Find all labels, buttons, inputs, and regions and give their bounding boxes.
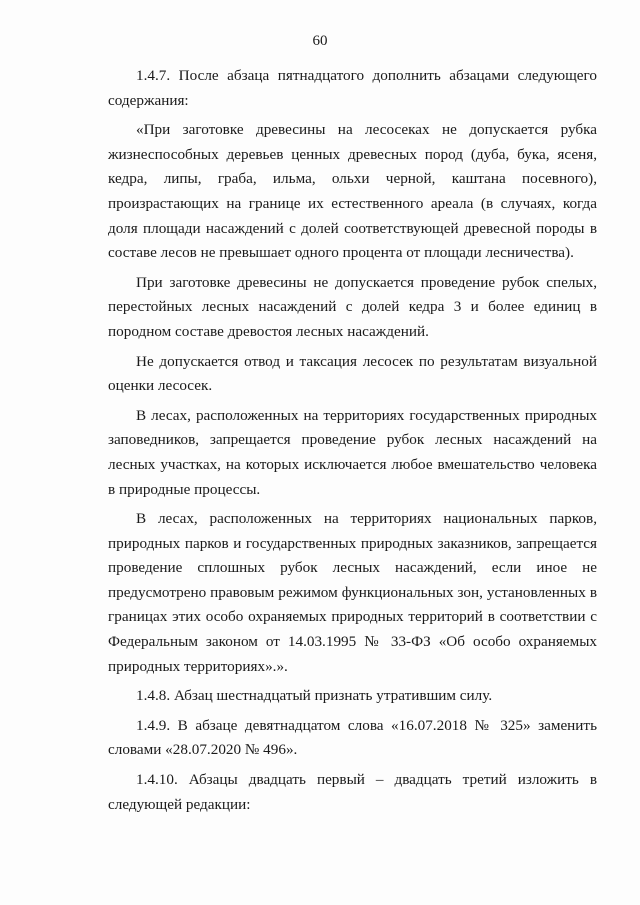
paragraph-cedar-felling: При заготовке древесины не допускается проведение рубок спелых, перестойных лесных насаждений с долей кедра 3 и более единиц в породном составе древостоя лесных насаждений. [108,273,597,340]
paragraph-reserves: В лесах, расположенных на территориях государственных природных заповедников, запрещается проведение рубок лесных насаждений на лесных участках, на которых исключается любое вмешательство человека в природные процессы. [108,406,597,498]
paragraph-national-parks: В лесах, расположенных на территориях национальных парков, природных парков и государственных природных заказников, запрещается проведение сплошных рубок лесных насаждений, если иное не предусмотрено правовым режимом функциональных зон, установленных в границах этих особо охраняемых природных территорий в соответствии с Федеральным законом от 14.03.1995 № 33-ФЗ «Об особо охраняемых природных территориях».». [108,510,597,675]
paragraph-1-4-10: 1.4.10. Абзацы двадцать первый – двадцать третий изложить в следующей редакции: [108,771,597,813]
paragraph-1-4-9: 1.4.9. В абзаце девятнадцатом слова «16.07.2018 № 325» заменить словами «28.07.2020 № 496». [108,716,597,759]
paragraph-1-4-7: 1.4.7. После абзаца пятнадцатого дополнить абзацами следующего содержания: [108,67,597,109]
page-number: 60 [312,33,328,49]
paragraph-visual-assessment: Не допускается отвод и таксация лесосек по результатам визуальной оценки лесосек. [108,352,597,395]
paragraph-1-4-8: 1.4.8. Абзац шестнадцатый признать утратившим силу. [136,687,493,705]
document-body [108,64,597,822]
paragraph-quote-valuable-species: «При заготовке древесины на лесосеках не допускается рубка жизнеспособных деревьев ценных древесных пород (дуба, бука, ясеня, кедра, липы, граба, ильма, ольхи черной, каштана посевного), произрастающих на границе их естественного ареала (в случаях, когда доля площади насаждений с долей соответствующей древесной породы в составе лесов не превышает одного процента от площади лесничества). [108,121,597,262]
